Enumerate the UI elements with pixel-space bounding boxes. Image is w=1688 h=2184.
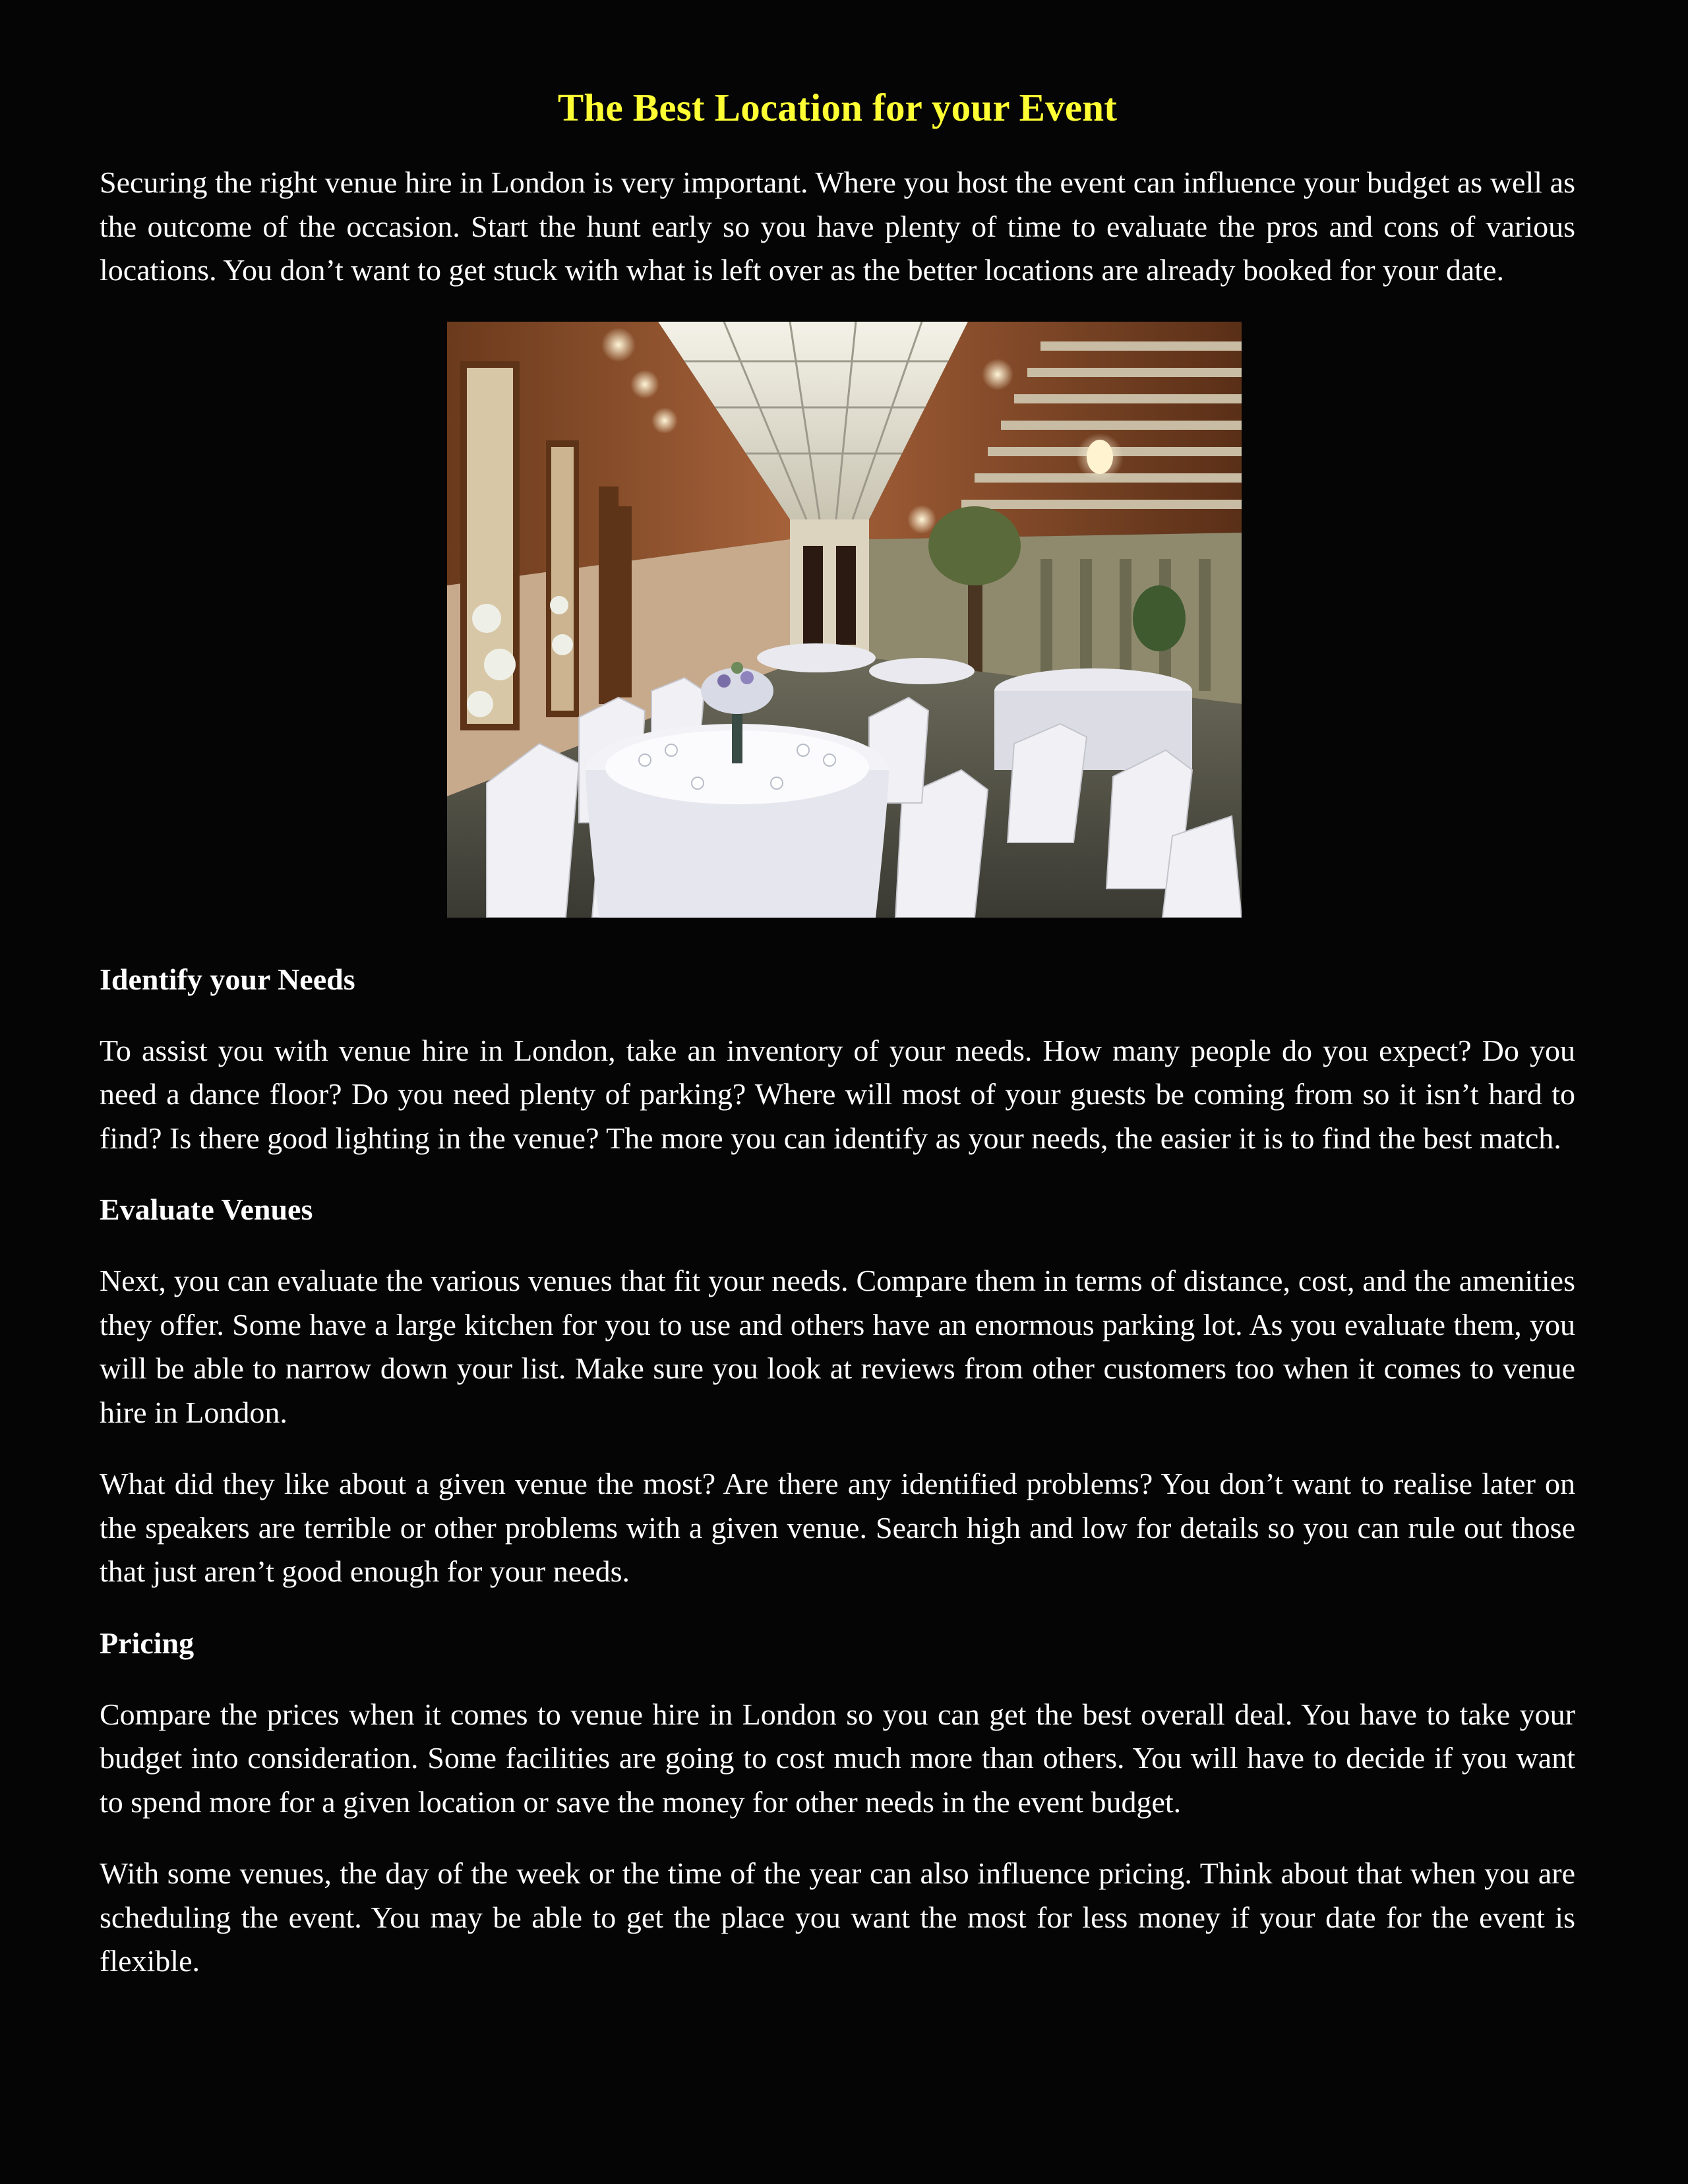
section-paragraph: To assist you with venue hire in London, take an inventory of your needs. How many people do you expect? Do you need a dance floor? Do you need plenty of parking? Where will most of your guests be coming from so it isn’t hard to find? Is there good lighting in the venue? The more you can identify as your needs, the easier it is to find the best match.	[100, 1033, 1575, 1155]
intro-paragraph: Securing the right venue hire in London is very important. Where you host the event can influence your budget as well as the outcome of the occasion. Start the hunt early so you have plenty of time to evaluate the pros and cons of various locations. You don’t want to get stuck with what is left over as the better locations are already booked for your date.	[100, 165, 1575, 287]
section-paragraph: With some venues, the day of the week or the time of the year can also influence pricing. Think about that when you are scheduling the event. You may be able to get the place you want the most for less money if your date for the event is flexible.	[100, 1856, 1575, 1978]
section-heading-identify-needs: Identify your Needs	[100, 962, 355, 996]
venue-photo-icon	[447, 322, 1242, 918]
section-heading-pricing: Pricing	[100, 1626, 195, 1660]
section-heading-evaluate-venues: Evaluate Venues	[100, 1193, 313, 1226]
article	[100, 0, 1575, 1984]
section-paragraph: Compare the prices when it comes to venue hire in London so you can get the best overall deal. You have to take your budget into consideration. Some facilities are going to cost much more than others. You will have to decide if you want to spend more for a given location or save the money for other needs in the event budget.	[100, 1697, 1575, 1819]
page-title: The Best Location for your Event	[557, 86, 1118, 129]
venue-photo	[447, 322, 1242, 918]
section-paragraph: Next, you can evaluate the various venues that fit your needs. Compare them in terms of distance, cost, and the amenities they offer. Some have a large kitchen for you to use and others have an enormous parking lot. As you evaluate them, you will be able to narrow down your list. Make sure you look at reviews from other customers too when it comes to venue hire in London.	[100, 1264, 1575, 1429]
section-paragraph: What did they like about a given venue the most? Are there any identified problems? You don’t want to realise later on the speakers are terrible or other problems with a given venue. Search high and low for details so you can rule out those that just aren’t good enough for your needs.	[100, 1467, 1575, 1588]
